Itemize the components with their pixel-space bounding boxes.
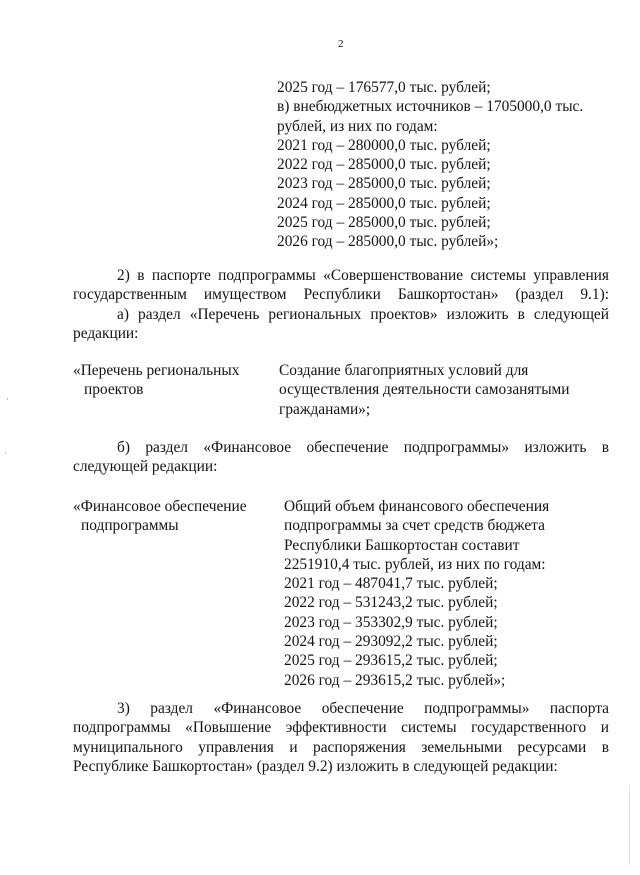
text-line: подпрограммы «Повышение эффективности системы государственного и	[73, 719, 609, 737]
text-line: Общий объем финансового обеспечения	[284, 498, 550, 515]
text-line: 2024 год – 285000,0 тыс. рублей;	[277, 194, 491, 212]
text-line: 2022 год – 531243,2 тыс. рублей;	[284, 594, 498, 612]
paragraph-3	[73, 699, 609, 776]
text-line: 2021 год – 280000,0 тыс. рублей;	[277, 136, 491, 154]
text-line: 2023 год – 353302,9 тыс. рублей;	[284, 613, 498, 631]
text-line: гражданами»;	[279, 400, 371, 418]
text-line: 2026 год – 285000,0 тыс. рублей»;	[277, 233, 499, 251]
text-line: 2025 год – 285000,0 тыс. рублей;	[277, 214, 491, 232]
text-line: муниципального управления и распоряжения земельными ресурсами в	[73, 738, 609, 756]
scan-speck	[5, 452, 6, 454]
text-line: «Финансовое обеспечение	[73, 498, 247, 515]
paragraph-2	[73, 266, 609, 343]
text-line: подпрограммы	[81, 517, 179, 535]
text-line: в) внебюджетных источников – 1705000,0 тыс.	[277, 98, 584, 116]
table1-value	[279, 361, 570, 419]
table2-value	[284, 497, 549, 690]
text-line: проектов	[84, 381, 144, 399]
scan-speck	[7, 398, 8, 400]
text-line: рублей, из них по годам:	[277, 117, 438, 135]
text-line: государственным имуществом Республики Башкортостан» (раздел 9.1):	[73, 286, 609, 304]
table2-label	[73, 497, 247, 536]
table1-label	[73, 361, 239, 400]
text-line: 2) в паспорте подпрограммы «Совершенствование системы управления	[117, 267, 609, 284]
text-line: Создание благоприятных условий для	[279, 362, 529, 379]
text-line: 2025 год – 293615,2 тыс. рублей;	[284, 652, 498, 670]
text-line: Республики Башкортостан составит	[284, 536, 520, 554]
text-line: «Перечень региональных	[73, 362, 240, 379]
text-line: 2025 год – 176577,0 тыс. рублей;	[277, 79, 491, 96]
page-number: 2	[338, 38, 344, 50]
text-line: 3) раздел «Финансовое обеспечение подпрограммы» паспорта	[117, 700, 609, 717]
text-line: 2024 год – 293092,2 тыс. рублей;	[284, 633, 498, 651]
text-line: б) раздел «Финансовое обеспечение подпрограммы» изложить в	[117, 439, 609, 456]
text-line: осуществления деятельности самозанятыми	[279, 381, 570, 399]
funding-continuation-block	[277, 78, 583, 252]
scan-edge-line	[629, 785, 630, 865]
text-line: Республике Башкортостан» (раздел 9.2) изложить в следующей редакции:	[73, 757, 558, 775]
text-line: следующей редакции:	[73, 458, 218, 476]
text-line: редакции:	[73, 324, 139, 342]
text-line: 2026 год – 293615,2 тыс. рублей»;	[284, 671, 506, 689]
text-line: подпрограммы за счет средств бюджета	[284, 517, 545, 535]
text-line: а) раздел «Перечень региональных проектов» изложить в следующей	[117, 305, 609, 323]
paragraph-b	[73, 438, 609, 477]
text-line: 2021 год – 487041,7 тыс. рублей;	[284, 575, 498, 593]
text-line: 2251910,4 тыс. рублей, из них по годам:	[284, 555, 546, 573]
text-line: 2023 год – 285000,0 тыс. рублей;	[277, 175, 491, 193]
text-line: 2022 год – 285000,0 тыс. рублей;	[277, 156, 491, 174]
